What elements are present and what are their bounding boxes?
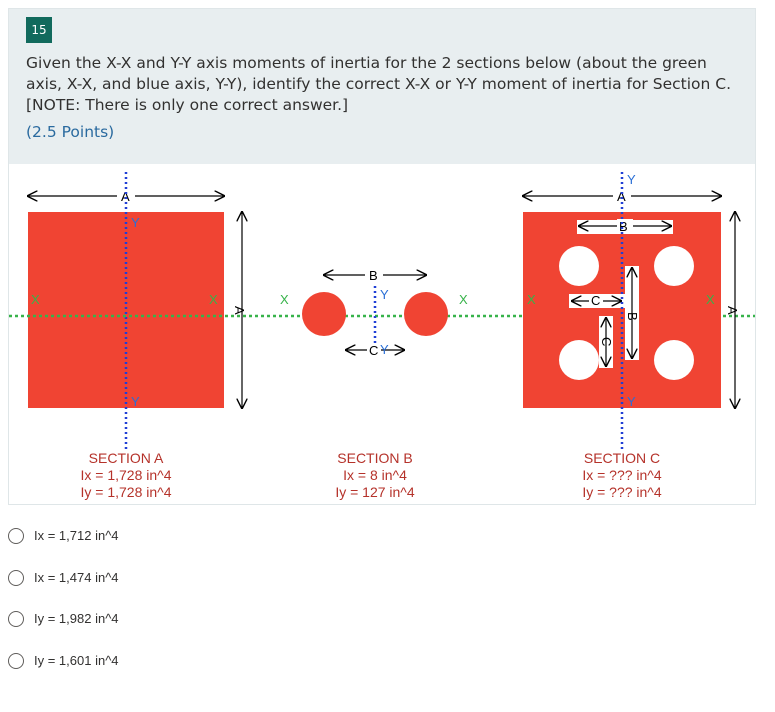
question-text: Given the X-X and Y-Y axis moments of inertia for the 2 sections below (about the green axis, X-X, and blue axis, Y-Y), identify the correct X-X or Y-Y moment of inertia for Section C. [NOTE: There is only one correct answer.]	[26, 54, 732, 114]
answer-option-label: Ix = 1,474 in^4	[34, 570, 119, 585]
section-c-x-label-right: X	[706, 292, 715, 307]
section-c-figure	[523, 172, 740, 500]
question-header	[9, 9, 755, 164]
section-a-x-label-right: X	[209, 292, 218, 307]
section-c-hole-bottom-left	[559, 340, 599, 380]
sections-diagram	[9, 164, 755, 504]
section-c-y-label-top: Y	[627, 172, 636, 187]
answer-option-label: Iy = 1,601 in^4	[34, 653, 119, 668]
section-a-dim-a-vertical-label: A	[232, 306, 247, 315]
section-a-dim-a-label: A	[121, 189, 130, 204]
section-c-hole-bottom-right	[654, 340, 694, 380]
section-b-iy: Iy = 127 in^4	[335, 484, 415, 500]
answer-option-4[interactable]	[8, 651, 308, 673]
section-b-ix: Ix = 8 in^4	[343, 467, 407, 483]
question-points: (2.5 Points)	[26, 123, 115, 141]
radio-button[interactable]	[8, 611, 24, 627]
section-c-ix: Ix = ??? in^4	[582, 467, 662, 483]
section-b-title: SECTION B	[337, 450, 413, 466]
section-c-hole-top-left	[559, 246, 599, 286]
section-c-dim-c-vertical-label: C	[599, 337, 614, 347]
section-b-x-label-right: X	[459, 292, 468, 307]
section-c-dim-a-label: A	[617, 189, 626, 204]
section-a-ix: Ix = 1,728 in^4	[80, 467, 172, 483]
radio-button[interactable]	[8, 528, 24, 544]
section-c-iy: Iy = ??? in^4	[582, 484, 662, 500]
section-c-dim-c-label: C	[591, 293, 601, 308]
question-figure	[9, 164, 755, 504]
section-a-iy: Iy = 1,728 in^4	[80, 484, 172, 500]
section-c-hole-top-right	[654, 246, 694, 286]
section-c-dim-a-vertical-label: A	[725, 306, 740, 315]
radio-button[interactable]	[8, 570, 24, 586]
answer-option-3[interactable]	[8, 609, 308, 631]
section-a-title: SECTION A	[88, 450, 164, 466]
answer-option-2[interactable]	[8, 568, 308, 590]
section-a-figure	[28, 172, 247, 500]
section-c-title: SECTION C	[583, 450, 661, 466]
section-c-y-label-bottom: Y	[627, 394, 636, 409]
section-b-y-label-top: Y	[380, 287, 389, 302]
section-a-x-label-left: X	[31, 292, 40, 307]
section-c-x-label-left: X	[527, 292, 536, 307]
section-b-left-circle	[302, 292, 346, 336]
question-number-badge: 15	[26, 17, 52, 43]
section-c-dim-b-label: B	[619, 219, 628, 234]
section-c-dim-b-vertical-label: B	[625, 312, 640, 321]
section-b-right-circle	[404, 292, 448, 336]
section-b-dim-b-label: B	[369, 268, 378, 283]
section-a-y-label-bottom: Y	[131, 394, 140, 409]
section-b-y-label-bottom: Y	[380, 342, 389, 357]
question-card	[8, 8, 756, 505]
radio-button[interactable]	[8, 653, 24, 669]
section-b-figure	[280, 267, 468, 500]
answer-option-1[interactable]	[8, 526, 308, 548]
section-b-dim-c-label: C	[369, 343, 379, 358]
answer-option-label: Iy = 1,982 in^4	[34, 611, 119, 626]
section-b-x-label-left: X	[280, 292, 289, 307]
section-a-y-label-top: Y	[131, 215, 140, 230]
answer-option-label: Ix = 1,712 in^4	[34, 528, 119, 543]
